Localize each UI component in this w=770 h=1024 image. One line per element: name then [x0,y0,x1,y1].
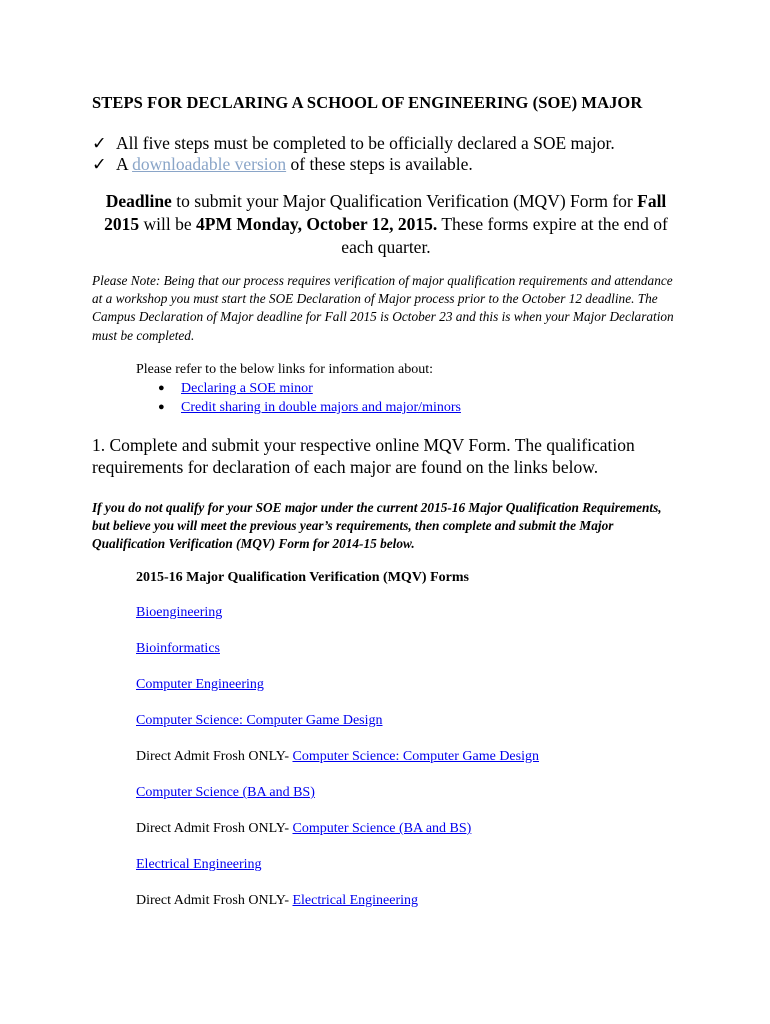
deadline-paragraph [92,190,680,259]
computer-engineering-link[interactable]: Computer Engineering [136,677,264,692]
checklist-item-download [92,154,473,175]
downloadable-version-link[interactable]: downloadable version [132,154,287,174]
deadline-date: 4PM Monday, October 12, 2015. [196,214,438,234]
form-list-item [136,857,262,873]
step-1-heading: 1. Complete and submit your respective online MQV Form. The qualification requirements for declaration of each major are found on the links below. [92,435,635,477]
form-list-item [136,641,220,657]
form-list-item [136,821,471,837]
bioinformatics-link[interactable]: Bioinformatics [136,641,220,656]
computer-science-link[interactable]: Computer Science (BA and BS) [136,785,315,800]
checklist-text: All five steps must be completed to be officially declared a SOE major. [116,133,615,153]
bioengineering-link[interactable]: Bioengineering [136,605,223,620]
form-list-item [136,605,222,621]
direct-admit-label: Direct Admit Frosh ONLY- [136,749,293,764]
forms-section-title: 2015-16 Major Qualification Verification (MQV) Forms [136,570,469,585]
refer-list-item [158,400,461,416]
refer-intro: Please refer to the below links for information about: [136,362,434,377]
page-title: STEPS FOR DECLARING A SCHOOL OF ENGINEERING (SOE) MAJOR [92,93,643,112]
form-list-item [136,785,315,801]
please-note-paragraph: Please Note: Being that our process requires verification of major qualification requirements and attendance at a workshop you must start the SOE Declaration of Major process prior to the October 12 deadline. The Campus Declaration of Major deadline for Fall 2015 is October 23 and this is when your Major Declaration must be completed. [92,273,674,343]
direct-admit-computer-science-link[interactable]: Computer Science (BA and BS) [292,821,472,836]
form-list-item [136,893,418,909]
form-list-item [136,749,539,765]
deadline-text-3: These forms expire at the end of each quarter. [341,214,668,257]
credit-sharing-link[interactable]: Credit sharing in double majors and major/minors [181,400,461,415]
direct-admit-game-design-link[interactable]: Computer Science: Computer Game Design [292,749,539,764]
direct-admit-electrical-engineering-link[interactable]: Electrical Engineering [292,893,419,908]
direct-admit-label: Direct Admit Frosh ONLY- [136,893,293,908]
form-list-item [136,677,264,693]
refer-list-item [158,381,313,397]
checklist-item-steps [92,133,615,154]
bullet-icon: ● [158,401,165,413]
deadline-text-1: to submit your Major Qualification Verification (MQV) Form for [171,191,638,211]
deadline-text-2: will be [139,214,197,234]
checkmark-icon: ✓ [92,154,107,174]
electrical-engineering-link[interactable]: Electrical Engineering [136,857,262,872]
previous-year-warning: If you do not qualify for your SOE major under the current 2015-16 Major Qualification Requirements, but believe you will meet the previous year’s requirements, then complete and submit the Major Qualification Verification (MQV) Form for 2014-15 below. [92,500,662,552]
checklist-text-post: of these steps is available. [286,154,473,174]
deadline-term: Fall 2015 [104,191,667,234]
deadline-label: Deadline [105,191,172,211]
checklist-text-pre: A [116,154,133,174]
form-list-item [136,713,383,729]
checkmark-icon: ✓ [92,133,107,153]
declaring-minor-link[interactable]: Declaring a SOE minor [181,381,313,396]
direct-admit-label: Direct Admit Frosh ONLY- [136,821,293,836]
computer-game-design-link[interactable]: Computer Science: Computer Game Design [136,713,383,728]
bullet-icon: ● [158,382,165,394]
